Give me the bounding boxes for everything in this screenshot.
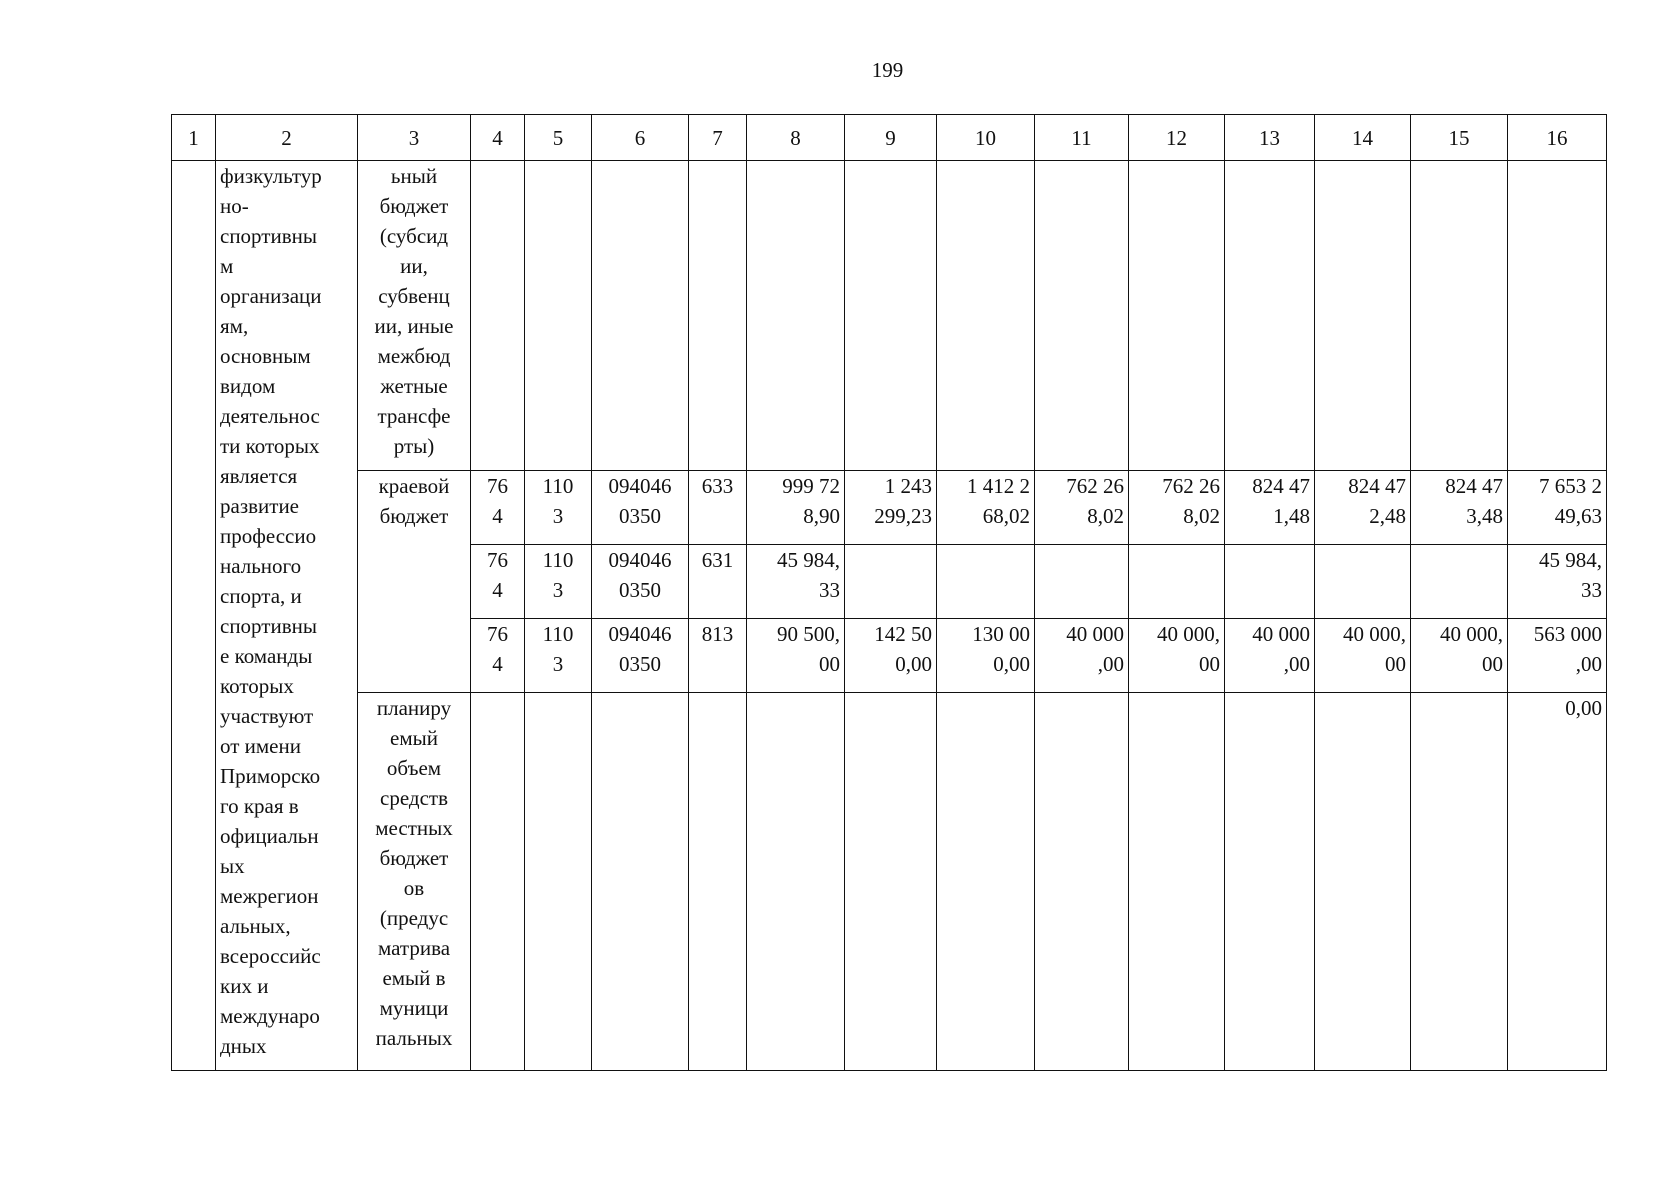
cell-c12 [1129, 545, 1225, 619]
column-header: 13 [1225, 115, 1315, 161]
cell-c10 [937, 545, 1035, 619]
cell-empty [471, 161, 525, 471]
column-header: 9 [845, 115, 937, 161]
cell-c12: 762 26 8,02 [1129, 471, 1225, 545]
cell-c16: 45 984, 33 [1508, 545, 1607, 619]
cell-empty [1129, 161, 1225, 471]
cell-c15 [1411, 545, 1508, 619]
column-header: 14 [1315, 115, 1411, 161]
column-header: 10 [937, 115, 1035, 161]
cell-empty [1315, 693, 1411, 1071]
cell-c13 [1225, 545, 1315, 619]
cell-c7: 633 [689, 471, 747, 545]
column-header: 5 [525, 115, 592, 161]
table-row [172, 471, 1607, 545]
cell-empty [1315, 161, 1411, 471]
cell-c6: 094046 0350 [592, 545, 689, 619]
source-local-budget: планиру емый объем средств местных бюджет ов (предус матрива емый в муници пальных [358, 693, 471, 1071]
cell-c14: 40 000, 00 [1315, 619, 1411, 693]
cell-empty [1225, 693, 1315, 1071]
cell-c15: 40 000, 00 [1411, 619, 1508, 693]
cell-c16: 563 000 ,00 [1508, 619, 1607, 693]
cell-c7: 813 [689, 619, 747, 693]
cell-empty [689, 161, 747, 471]
page-number: 199 [871, 58, 904, 82]
cell-c13: 824 47 1,48 [1225, 471, 1315, 545]
cell-c14: 824 47 2,48 [1315, 471, 1411, 545]
cell-c8: 999 72 8,90 [747, 471, 845, 545]
cell-empty [845, 161, 937, 471]
cell-c4: 76 4 [471, 619, 525, 693]
cell-empty [1035, 693, 1129, 1071]
cell-empty [937, 693, 1035, 1071]
cell-local-total: 0,00 [1508, 693, 1607, 1071]
column-header: 12 [1129, 115, 1225, 161]
cell-c13: 40 000 ,00 [1225, 619, 1315, 693]
column-header: 3 [358, 115, 471, 161]
cell-c9 [845, 545, 937, 619]
cell-c5: 110 3 [525, 619, 592, 693]
cell-c7: 631 [689, 545, 747, 619]
column-header: 11 [1035, 115, 1129, 161]
source-regional-budget: краевой бюджет [358, 471, 471, 693]
budget-table [171, 114, 1607, 1071]
cell-empty [937, 161, 1035, 471]
cell-c9: 1 243 299,23 [845, 471, 937, 545]
column-header: 6 [592, 115, 689, 161]
cell-empty [592, 693, 689, 1071]
cell-c4: 76 4 [471, 471, 525, 545]
cell-empty [1225, 161, 1315, 471]
cell-c16: 7 653 2 49,63 [1508, 471, 1607, 545]
header-row [172, 115, 1607, 161]
cell-empty [471, 693, 525, 1071]
cell-empty [1035, 161, 1129, 471]
table-row [172, 693, 1607, 1071]
cell-empty [845, 693, 937, 1071]
column-header: 16 [1508, 115, 1607, 161]
column-header: 7 [689, 115, 747, 161]
cell-empty [592, 161, 689, 471]
cell-c11: 762 26 8,02 [1035, 471, 1129, 545]
cell-c5: 110 3 [525, 545, 592, 619]
cell-empty [747, 161, 845, 471]
cell-empty [1411, 693, 1508, 1071]
cell-c11: 40 000 ,00 [1035, 619, 1129, 693]
cell-c9: 142 50 0,00 [845, 619, 937, 693]
cell-c15: 824 47 3,48 [1411, 471, 1508, 545]
cell-c11 [1035, 545, 1129, 619]
cell-empty [525, 693, 592, 1071]
cell-col1 [172, 161, 216, 1071]
measure-description: физкультур но- спортивны м организаци ям, основным видом деятельнос ти которых является развитие профессио нального спорта, и спортивны е команды которых участвуют от имени Приморско го края в официальн ых межрегион альных, всероссийс ких и междунаро дных [216, 161, 358, 1071]
cell-empty [1508, 161, 1607, 471]
cell-c14 [1315, 545, 1411, 619]
cell-c5: 110 3 [525, 471, 592, 545]
cell-empty [1411, 161, 1508, 471]
source-federal-budget: ьный бюджет (субсид ии, субвенц ии, иные межбюд жетные трансфе рты) [358, 161, 471, 471]
cell-c4: 76 4 [471, 545, 525, 619]
column-header: 8 [747, 115, 845, 161]
cell-c10: 130 00 0,00 [937, 619, 1035, 693]
column-header: 1 [172, 115, 216, 161]
cell-c8: 90 500, 00 [747, 619, 845, 693]
cell-empty [747, 693, 845, 1071]
table-row [172, 161, 1607, 471]
cell-c8: 45 984, 33 [747, 545, 845, 619]
column-header: 2 [216, 115, 358, 161]
cell-c6: 094046 0350 [592, 619, 689, 693]
cell-c12: 40 000, 00 [1129, 619, 1225, 693]
cell-empty [1129, 693, 1225, 1071]
cell-empty [525, 161, 592, 471]
cell-c10: 1 412 2 68,02 [937, 471, 1035, 545]
cell-c6: 094046 0350 [592, 471, 689, 545]
column-header: 4 [471, 115, 525, 161]
cell-empty [689, 693, 747, 1071]
column-header: 15 [1411, 115, 1508, 161]
